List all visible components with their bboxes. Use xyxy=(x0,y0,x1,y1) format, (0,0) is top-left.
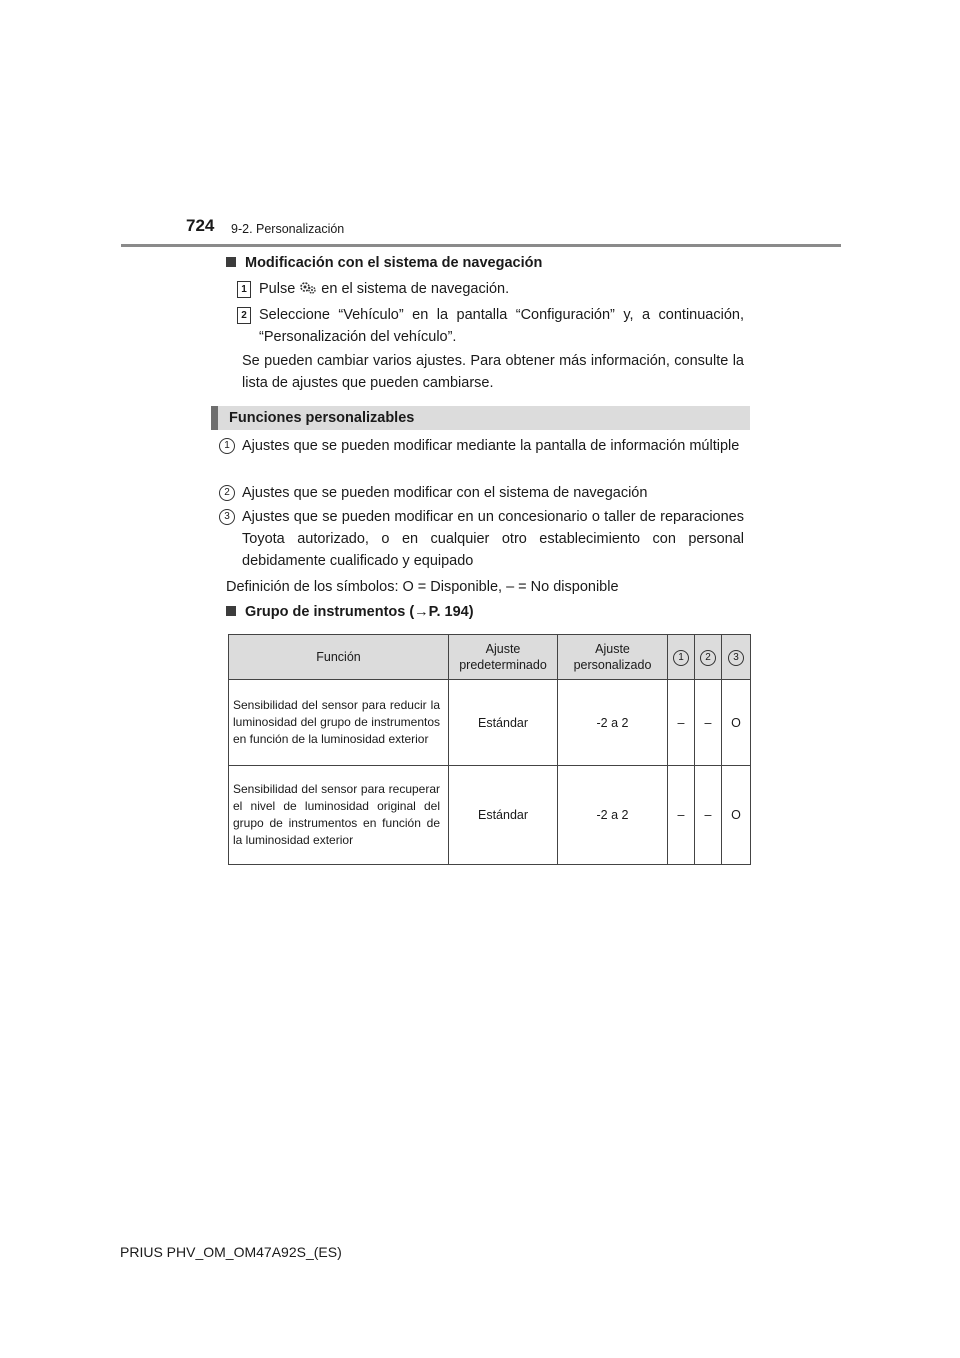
nav-heading xyxy=(226,255,542,271)
cell-col-1: – xyxy=(668,766,695,865)
header-col-3 xyxy=(722,635,751,680)
cell-col-2: – xyxy=(695,680,722,766)
group-heading-text: Grupo de instrumentos (→P. 194) xyxy=(245,604,474,620)
feature-3-text: Ajustes que se pueden modificar en un concesionario o taller de reparaciones Toyota autorizado, o en cualquier otro establecimiento con personal debidamente cualificado y equipado xyxy=(242,509,744,569)
table-row xyxy=(229,766,751,865)
header-col-2-marker: 2 xyxy=(700,650,716,666)
settings-gear-icon xyxy=(299,281,317,295)
symbol-legend: Definición de los símbolos: O = Disponible, – = No disponible xyxy=(226,579,619,595)
feature-2-marker: 2 xyxy=(219,485,235,501)
header-col-3-marker: 3 xyxy=(728,650,744,666)
header-function: Función xyxy=(229,635,449,680)
cell-function: Sensibilidad del sensor para recuperar el nivel de luminosidad original del grupo de instrumentos en función de la luminosidad exterior xyxy=(229,766,449,865)
cell-default: Estándar xyxy=(449,766,558,865)
page-number: 724 xyxy=(186,216,215,235)
step-2-marker: 2 xyxy=(237,307,251,324)
cell-col-2: – xyxy=(695,766,722,865)
square-bullet-icon xyxy=(226,257,236,267)
feature-2-text: Ajustes que se pueden modificar con el sistema de navegación xyxy=(242,485,648,501)
feature-3-marker: 3 xyxy=(219,509,235,525)
header-rule xyxy=(121,244,841,247)
cell-default: Estándar xyxy=(449,680,558,766)
cell-custom: -2 a 2 xyxy=(558,766,668,865)
nav-note: Se pueden cambiar varios ajustes. Para obtener más información, consulte la lista de ajustes que pueden cambiarse. xyxy=(242,353,744,391)
section-label: 9-2. Personalización xyxy=(231,222,345,236)
step-2-text: Seleccione “Vehículo” en la pantalla “Configuración” y, a continuación, “Personalización del vehículo”. xyxy=(259,307,744,345)
cell-function: Sensibilidad del sensor para reducir la luminosidad del grupo de instrumentos en función de la luminosidad exterior xyxy=(229,680,449,766)
header-custom: Ajuste personalizado xyxy=(558,635,668,680)
header-col-1-marker: 1 xyxy=(673,650,689,666)
feature-1-marker: 1 xyxy=(219,438,235,454)
cell-col-3: O xyxy=(722,766,751,865)
table-header-row xyxy=(229,635,751,680)
feature-1-text: Ajustes que se pueden modificar mediante la pantalla de información múltiple xyxy=(242,438,740,454)
table-row xyxy=(229,680,751,766)
group-heading xyxy=(226,604,474,620)
cell-col-3: O xyxy=(722,680,751,766)
step-1-text xyxy=(259,278,749,300)
functions-table xyxy=(228,634,751,865)
header-col-1 xyxy=(668,635,695,680)
nav-heading-text: Modificación con el sistema de navegación xyxy=(245,255,543,271)
step-1-pre: Pulse xyxy=(259,281,296,297)
footer-code: PRIUS PHV_OM_OM47A92S_(ES) xyxy=(120,1244,342,1260)
square-bullet-icon xyxy=(226,606,236,616)
step-1-marker: 1 xyxy=(237,281,251,298)
cell-custom: -2 a 2 xyxy=(558,680,668,766)
cell-col-1: – xyxy=(668,680,695,766)
header-col-2 xyxy=(695,635,722,680)
header-default: Ajuste predeterminado xyxy=(449,635,558,680)
step-1-post: en el sistema de navegación. xyxy=(321,281,510,297)
features-title-bar: Funciones personalizables xyxy=(211,406,750,430)
